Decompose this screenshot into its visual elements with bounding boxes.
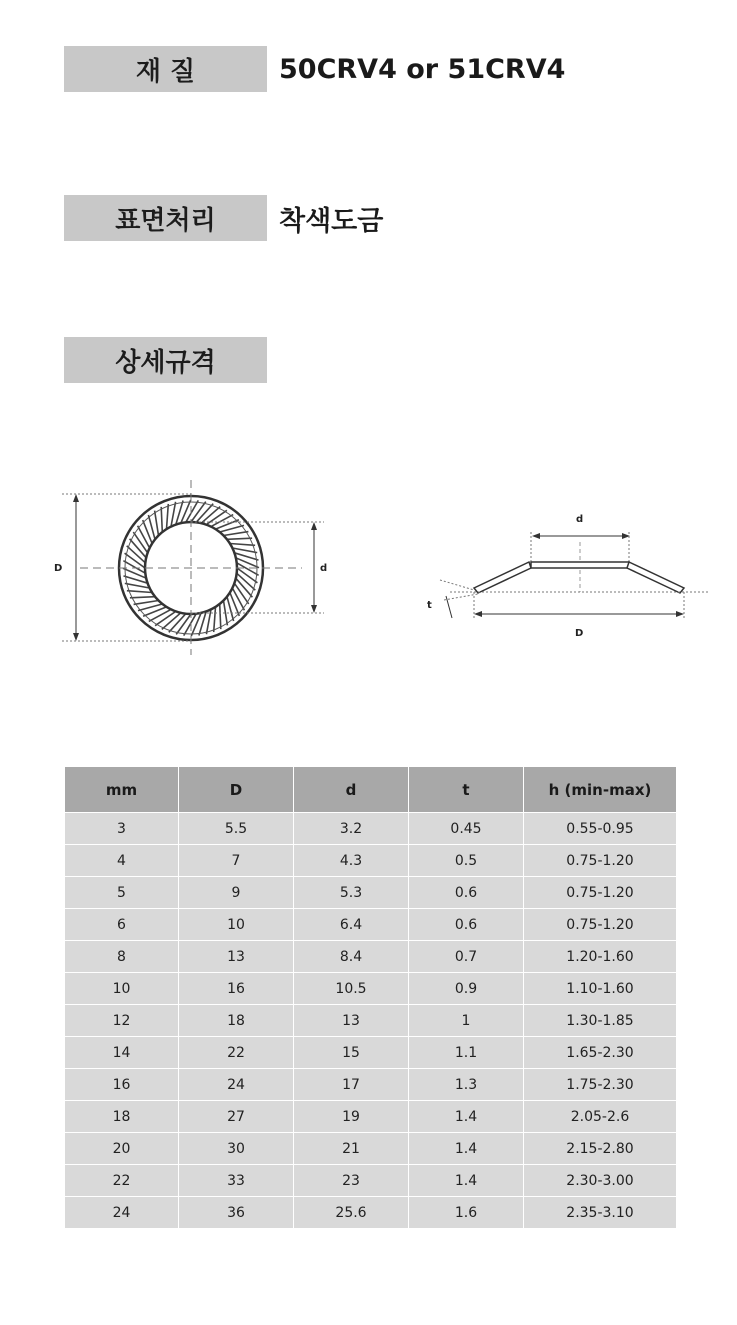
serration-tooth bbox=[134, 601, 159, 605]
serration-tooth bbox=[149, 609, 171, 621]
serration-tooth bbox=[155, 511, 159, 536]
table-row bbox=[65, 909, 677, 941]
header-outer-diameter: D bbox=[179, 767, 294, 813]
cell-mm: 16 bbox=[65, 1069, 179, 1101]
cell-inner-diameter: 4.3 bbox=[294, 845, 409, 877]
cell-outer-diameter: 5.5 bbox=[179, 813, 294, 845]
cell-thickness: 1.3 bbox=[409, 1069, 524, 1101]
cell-mm: 10 bbox=[65, 973, 179, 1005]
serration-tooth bbox=[127, 591, 152, 593]
serration-tooth bbox=[232, 548, 257, 553]
cell-height-range: 2.30-3.00 bbox=[524, 1165, 677, 1197]
cell-outer-diameter: 22 bbox=[179, 1037, 294, 1069]
cell-mm: 8 bbox=[65, 941, 179, 973]
table-row bbox=[65, 1101, 677, 1133]
serration-tooth bbox=[138, 526, 150, 548]
header-inner-diameter: d bbox=[294, 767, 409, 813]
cell-mm: 6 bbox=[65, 909, 179, 941]
table-row bbox=[65, 1005, 677, 1037]
cell-thickness: 1.4 bbox=[409, 1101, 524, 1133]
serration-tooth bbox=[133, 532, 147, 553]
side-inner-diameter-label: d bbox=[576, 514, 584, 525]
serration-tooth bbox=[184, 614, 197, 636]
cell-thickness: 0.5 bbox=[409, 845, 524, 877]
serration-tooth bbox=[211, 515, 233, 527]
cell-mm: 3 bbox=[65, 813, 179, 845]
cell-height-range: 2.05-2.6 bbox=[524, 1101, 677, 1133]
serration-tooth bbox=[224, 532, 249, 536]
cell-outer-diameter: 30 bbox=[179, 1133, 294, 1165]
table-row bbox=[65, 1165, 677, 1197]
cell-inner-diameter: 21 bbox=[294, 1133, 409, 1165]
table-row bbox=[65, 973, 677, 1005]
cell-mm: 18 bbox=[65, 1101, 179, 1133]
serration-tooth bbox=[220, 604, 221, 629]
cell-mm: 22 bbox=[65, 1165, 179, 1197]
serration-tooth bbox=[171, 502, 176, 527]
front-outer-diameter-label: D bbox=[54, 563, 63, 574]
serration-tooth bbox=[161, 507, 162, 532]
cell-height-range: 1.30-1.85 bbox=[524, 1005, 677, 1037]
surface-label: 표면처리 bbox=[64, 195, 267, 241]
table-header-row bbox=[65, 767, 677, 813]
cell-inner-diameter: 19 bbox=[294, 1101, 409, 1133]
cell-outer-diameter: 7 bbox=[179, 845, 294, 877]
cell-inner-diameter: 13 bbox=[294, 1005, 409, 1037]
table-row bbox=[65, 1197, 677, 1229]
cell-outer-diameter: 9 bbox=[179, 877, 294, 909]
cell-height-range: 0.75-1.20 bbox=[524, 845, 677, 877]
cell-thickness: 1.4 bbox=[409, 1165, 524, 1197]
side-outer-diameter-label: D bbox=[575, 628, 584, 639]
table-row bbox=[65, 1133, 677, 1165]
cell-height-range: 2.15-2.80 bbox=[524, 1133, 677, 1165]
serration-tooth bbox=[237, 563, 259, 576]
cell-mm: 4 bbox=[65, 845, 179, 877]
header-height-range: h (min-max) bbox=[524, 767, 677, 813]
cell-inner-diameter: 25.6 bbox=[294, 1197, 409, 1229]
cell-outer-diameter: 18 bbox=[179, 1005, 294, 1037]
serration-tooth bbox=[227, 538, 252, 539]
cell-inner-diameter: 6.4 bbox=[294, 909, 409, 941]
serration-tooth bbox=[234, 583, 248, 604]
cell-inner-diameter: 3.2 bbox=[294, 813, 409, 845]
cell-height-range: 0.75-1.20 bbox=[524, 909, 677, 941]
washer-front-view-diagram bbox=[40, 470, 340, 660]
serration-tooth bbox=[232, 588, 244, 610]
cell-height-range: 0.55-0.95 bbox=[524, 813, 677, 845]
cell-thickness: 0.45 bbox=[409, 813, 524, 845]
serration-tooth bbox=[230, 544, 255, 546]
cell-thickness: 0.7 bbox=[409, 941, 524, 973]
cell-inner-diameter: 5.3 bbox=[294, 877, 409, 909]
table-row bbox=[65, 845, 677, 877]
cell-mm: 5 bbox=[65, 877, 179, 909]
table-row bbox=[65, 1037, 677, 1069]
cell-inner-diameter: 10.5 bbox=[294, 973, 409, 1005]
cell-thickness: 1.6 bbox=[409, 1197, 524, 1229]
header-thickness: t bbox=[409, 767, 524, 813]
cell-thickness: 0.6 bbox=[409, 877, 524, 909]
cell-outer-diameter: 13 bbox=[179, 941, 294, 973]
cell-height-range: 2.35-3.10 bbox=[524, 1197, 677, 1229]
cell-inner-diameter: 8.4 bbox=[294, 941, 409, 973]
cell-height-range: 0.75-1.20 bbox=[524, 877, 677, 909]
cell-inner-diameter: 15 bbox=[294, 1037, 409, 1069]
cell-outer-diameter: 10 bbox=[179, 909, 294, 941]
table-row bbox=[65, 813, 677, 845]
spec-label: 상세규격 bbox=[64, 337, 267, 383]
serration-tooth bbox=[167, 504, 169, 529]
cell-thickness: 1 bbox=[409, 1005, 524, 1037]
table-row bbox=[65, 1069, 677, 1101]
cell-inner-diameter: 23 bbox=[294, 1165, 409, 1197]
cell-inner-diameter: 17 bbox=[294, 1069, 409, 1101]
serration-tooth bbox=[125, 583, 150, 588]
table-row bbox=[65, 877, 677, 909]
cell-outer-diameter: 36 bbox=[179, 1197, 294, 1229]
cell-thickness: 1.4 bbox=[409, 1133, 524, 1165]
cell-mm: 24 bbox=[65, 1197, 179, 1229]
cell-height-range: 1.10-1.60 bbox=[524, 973, 677, 1005]
surface-value: 착색도금 bbox=[279, 205, 384, 237]
cell-mm: 20 bbox=[65, 1133, 179, 1165]
serration-tooth bbox=[186, 500, 199, 522]
serration-tooth bbox=[123, 561, 145, 574]
material-value: 50CRV4 or 51CRV4 bbox=[279, 53, 566, 85]
washer-side-view-diagram bbox=[410, 500, 720, 650]
serration-tooth bbox=[155, 611, 176, 625]
serration-tooth bbox=[214, 607, 216, 632]
header-mm: mm bbox=[65, 767, 179, 813]
cell-height-range: 1.20-1.60 bbox=[524, 941, 677, 973]
spec-table bbox=[64, 766, 677, 1229]
cell-mm: 12 bbox=[65, 1005, 179, 1037]
side-thickness-label: t bbox=[427, 600, 432, 611]
cell-outer-diameter: 33 bbox=[179, 1165, 294, 1197]
table-row bbox=[65, 941, 677, 973]
cell-outer-diameter: 27 bbox=[179, 1101, 294, 1133]
cell-outer-diameter: 16 bbox=[179, 973, 294, 1005]
cell-thickness: 0.6 bbox=[409, 909, 524, 941]
serration-tooth bbox=[130, 597, 155, 598]
cell-height-range: 1.65-2.30 bbox=[524, 1037, 677, 1069]
spec-table-body bbox=[65, 813, 677, 1229]
cell-height-range: 1.75-2.30 bbox=[524, 1069, 677, 1101]
cell-outer-diameter: 24 bbox=[179, 1069, 294, 1101]
cell-thickness: 1.1 bbox=[409, 1037, 524, 1069]
material-label: 재 질 bbox=[64, 46, 267, 92]
front-inner-diameter-label: d bbox=[320, 563, 328, 574]
cell-thickness: 0.9 bbox=[409, 973, 524, 1005]
cell-mm: 14 bbox=[65, 1037, 179, 1069]
